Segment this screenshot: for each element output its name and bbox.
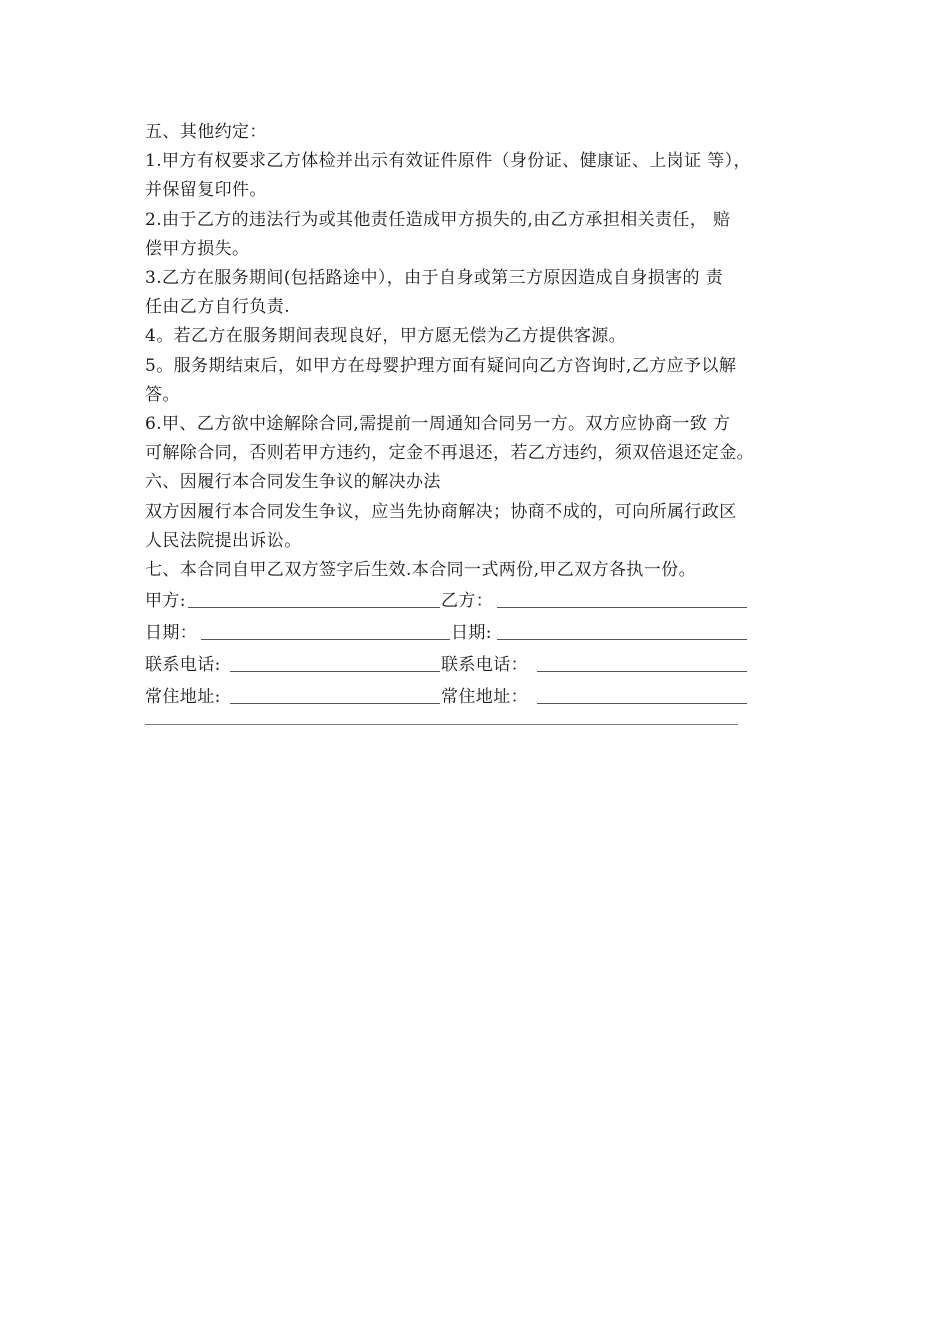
signature-row-party	[145, 585, 825, 617]
party-a-label: 甲方:	[145, 591, 186, 612]
address-b-label: 常住地址：	[441, 687, 528, 708]
clause-3-line-1: 3.乙方在服务期间(包括路途中），由于自身或第三方原因造成自身损害的 责	[145, 268, 724, 289]
phone-a-blank[interactable]	[230, 671, 440, 672]
signature-row-date	[145, 617, 825, 649]
clause-4: 4。若乙方在服务期间表现良好，甲方愿无偿为乙方提供客源。	[145, 326, 627, 347]
party-a-blank[interactable]	[188, 607, 440, 608]
contract-page	[145, 118, 825, 713]
clause-1-line-2: 并保留复印件。	[145, 180, 267, 201]
section-six-heading: 六、因履行本合同发生争议的解决办法	[145, 472, 441, 493]
clause-5-line-1: 5。服务期结束后，如甲方在母婴护理方面有疑问向乙方咨询时,乙方应予以解	[145, 355, 737, 376]
section-seven: 七、本合同自甲乙双方签字后生效.本合同一式两份,甲乙双方各执一份。	[145, 560, 697, 581]
clause-2-line-2: 偿甲方损失。	[145, 238, 250, 259]
clause-1-line-1: 1.甲方有权要求乙方体检并出示有效证件原件（身份证、健康证、上岗证 等），	[145, 151, 751, 172]
address-b-blank[interactable]	[537, 703, 747, 704]
phone-a-label: 联系电话:	[145, 655, 221, 676]
date-a-label: 日期：	[145, 623, 198, 644]
phone-b-blank[interactable]	[537, 671, 747, 672]
section-six-line-2: 人民法院提出诉讼。	[145, 530, 302, 551]
date-b-blank[interactable]	[497, 639, 747, 640]
clause-3-line-2: 任由乙方自行负责.	[145, 297, 291, 318]
clause-6-line-1: 6.甲、乙方欲中途解除合同,需提前一周通知合同另一方。双方应协商一致 方	[145, 414, 731, 435]
end-divider-line	[145, 724, 738, 725]
party-b-label: 乙方：	[441, 591, 494, 612]
signature-row-address	[145, 681, 825, 713]
clause-5-line-2: 答。	[145, 384, 180, 405]
address-a-blank[interactable]	[230, 703, 440, 704]
section-five-heading: 五、其他约定：	[145, 122, 267, 142]
address-a-label: 常住地址:	[145, 687, 221, 708]
section-six-line-1: 双方因履行本合同发生争议，应当先协商解决；协商不成的，可向所属行政区	[145, 501, 737, 522]
phone-b-label: 联系电话：	[441, 655, 528, 676]
party-b-blank[interactable]	[497, 607, 747, 608]
date-a-blank[interactable]	[201, 639, 450, 640]
clause-2-line-1: 2.由于乙方的违法行为或其他责任造成甲方损失的,由乙方承担相关责任， 赔	[145, 209, 731, 230]
clause-6-line-2: 可解除合同，否则若甲方违约，定金不再退还，若乙方违约，须双倍退还定金。	[145, 443, 754, 464]
signature-row-phone	[145, 649, 825, 681]
date-b-label: 日期:	[451, 623, 492, 644]
